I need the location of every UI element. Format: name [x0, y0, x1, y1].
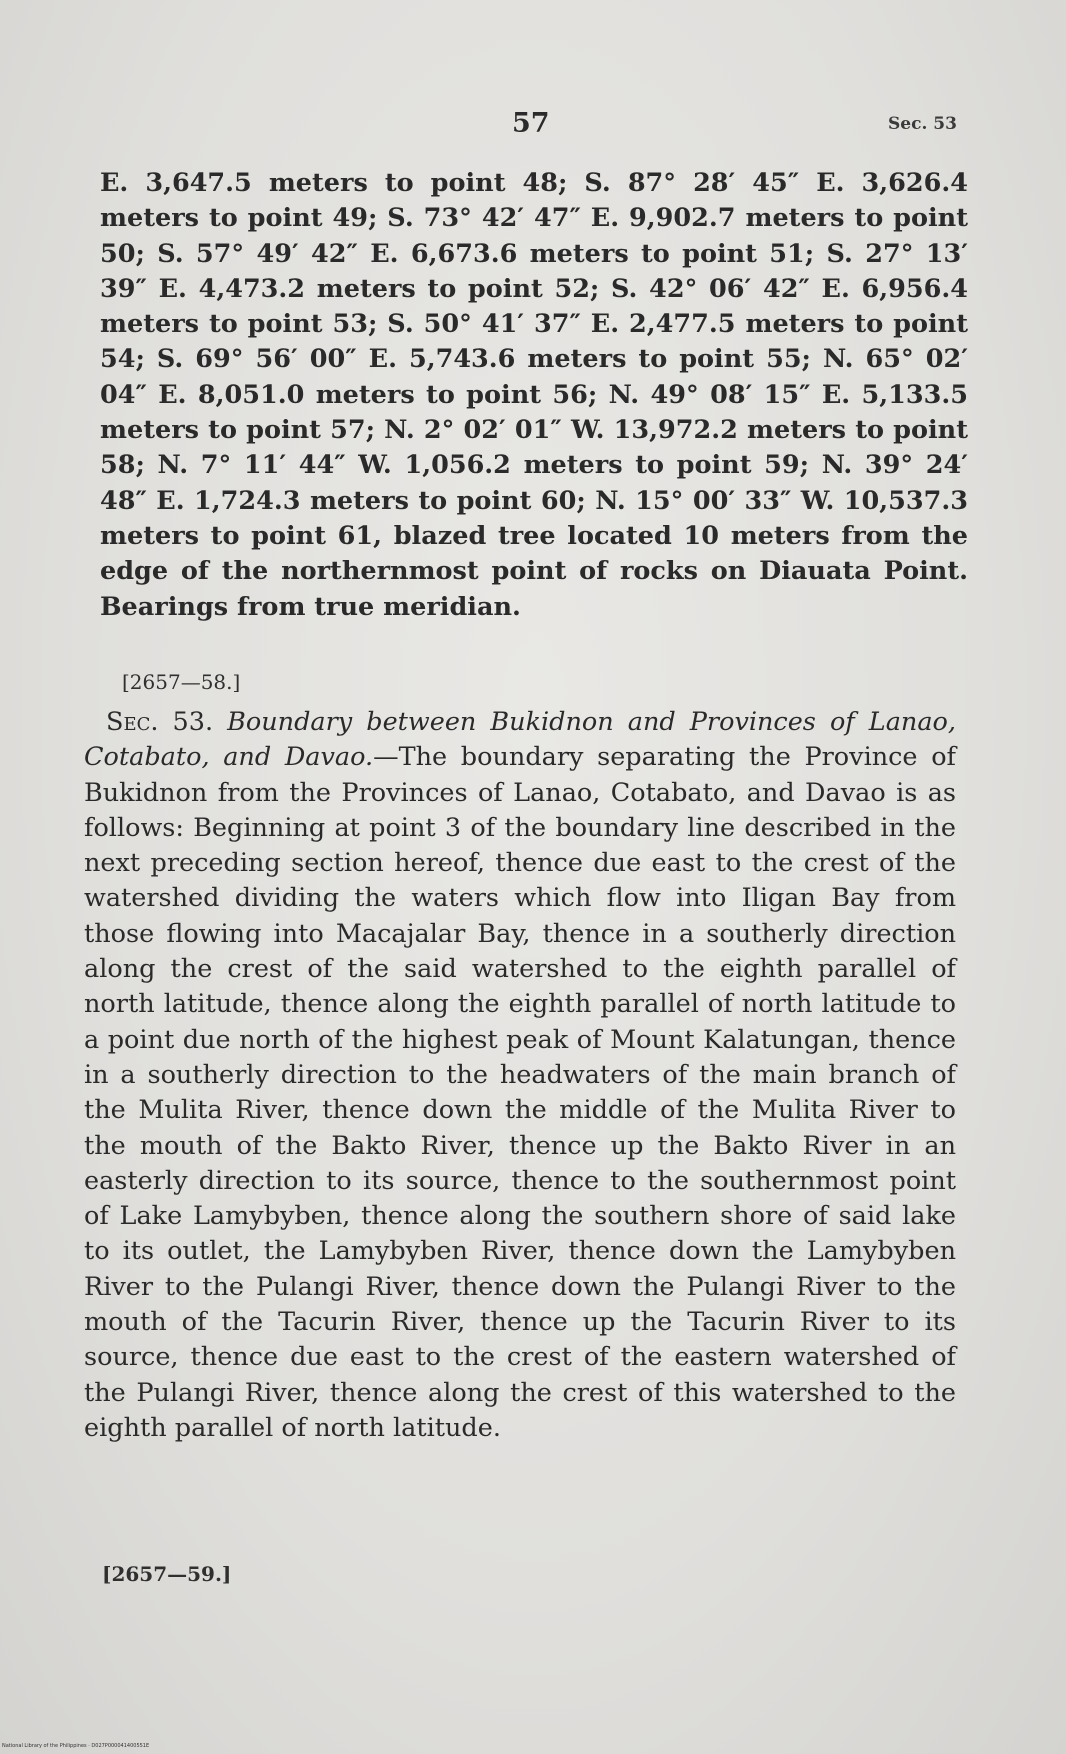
section-53-paragraph — [84, 705, 956, 1446]
citation-note: [2657—58.] — [122, 670, 241, 694]
page-header — [0, 108, 1066, 148]
title-dash: — — [373, 742, 399, 773]
scan-credit-line: National Library of the Philippines · D027P000041400551E — [2, 1743, 150, 1749]
page-number: 57 — [512, 108, 550, 139]
section-title: Boundary between Bukidnon and Provinces of Lanao, Cotabato, and Davao. — [84, 707, 956, 773]
running-section-reference: Sec. 53 — [888, 114, 957, 134]
section-label: Sec. 53. — [106, 707, 214, 737]
citation-note-2: [2657—59.] — [102, 1562, 232, 1586]
continuation-paragraph: E. 3,647.5 meters to point 48; S. 87° 28′ 45″ E. 3,626.4 meters to point 49; S. 73° 42′ 47″ E. 9,902.7 meters to point 50; S. 57° 49′ 42″ E. 6,673.6 meters to point 51; S. 27° 13′ 39″ E. 4,473.2 meters to point 52; S. 42° 06′ 42″ E. 6,956.4 meters to point 53; S. 50° 41′ 37″ E. 2,477.5 meters to point 54; S. 69° 56′ 00″ E. 5,743.6 meters to point 55; N. 65° 02′ 04″ E. 8,051.0 meters to point 56; N. 49° 08′ 15″ E. 5,133.5 meters to point 57; N. 2° 02′ 01″ W. 13,972.2 meters to point 58; N. 7° 11′ 44″ W. 1,056.2 meters to point 59; N. 39° 24′ 48″ E. 1,724.3 meters to point 60; N. 15° 00′ 33″ W. 10,537.3 meters to point 61, blazed tree located 10 meters from the edge of the northernmost point of rocks on Diauata Point. Bearings from true meridian. — [100, 168, 968, 622]
section-body: The boundary separating the Province of Bukidnon from the Provinces of Lanao, Cotabato, and Davao is as follows: Beginning at point 3 of the boundary line described in the next preceding section hereof, thence due east to the crest of the watershed dividing the waters which flow into Iligan Bay from those flowing into Macajalar Bay, thence in a southerly direction along the crest of the said watershed to the eighth parallel of north latitude, thence along the eighth parallel of north latitude to a point due north of the highest peak of Mount Kalatungan, thence in a southerly direction to the headwaters of the main branch of the Mulita River, thence down the middle of the Mulita River to the mouth of the Bakto River, thence up the Bakto River in an easterly direction to its source, thence to the southernmost point of Lake Lamybyben, thence along the southern shore of said lake to its outlet, the Lamybyben River, thence down the Lamybyben River to the Pulangi River, thence down the Pulangi River to the mouth of the Tacurin River, thence up the Tacurin River to its source, thence due east to the crest of the eastern watershed of the Pulangi River, thence along the crest of this watershed to the eighth parallel of north latitude. — [84, 742, 956, 1443]
